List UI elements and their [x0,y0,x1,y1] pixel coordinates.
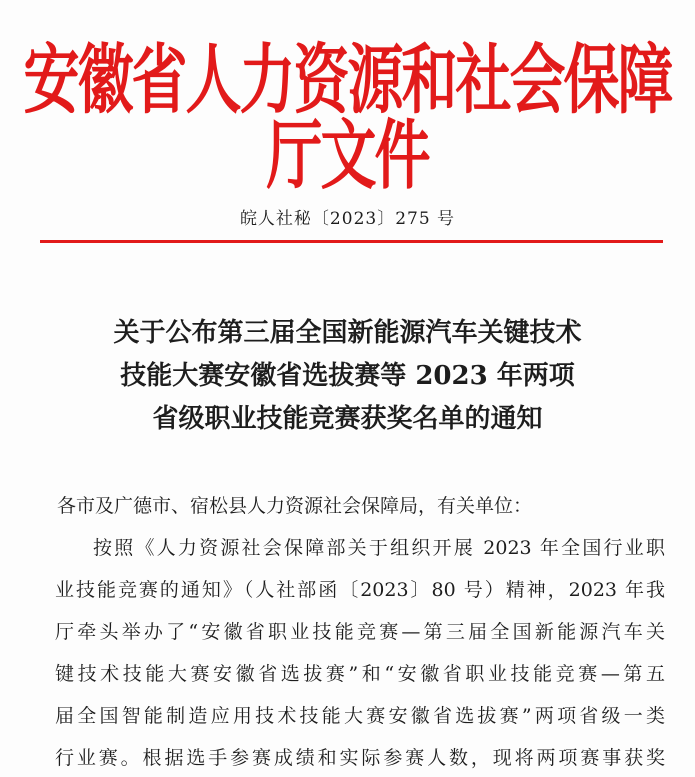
body-line-3: 厅牵头举办了“安徽省职业技能竞赛—第三届全国新能源汽车关 [55,621,665,643]
red-divider-line [40,240,663,243]
notice-title-line-2: 技能大赛安徽省选拔赛等 2023 年两项 [120,361,575,391]
notice-title-line-1: 关于公布第三届全国新能源汽车关键技术 [113,318,582,348]
body-line-1: 按照《人力资源社会保障部关于组织开展 2023 年全国行业职 [93,537,665,559]
body-line-6: 行业赛。根据选手参赛成绩和实际参赛人数，现将两项赛事获奖 [55,747,665,769]
masthead-title: 安徽省人力资源和社会保障厅文件 [23,37,672,201]
body-line-4: 键技术技能大赛安徽省选拔赛”和“安徽省职业技能竞赛—第五 [55,663,665,685]
body-line-5: 届全国智能制造应用技术技能大赛安徽省选拔赛”两项省级一类 [55,705,665,727]
notice-title [0,312,695,441]
notice-body [55,485,665,777]
document-number: 皖人社秘〔2023〕275 号 [239,209,456,229]
salutation: 各市及广德市、宿松县人力资源社会保障局，有关单位： [57,495,533,517]
notice-title-line-3: 省级职业技能竞赛获奖名单的通知 [152,404,543,434]
body-line-2: 业技能竞赛的通知》（人社部函〔2023〕80 号）精神，2023 年我 [55,579,665,601]
